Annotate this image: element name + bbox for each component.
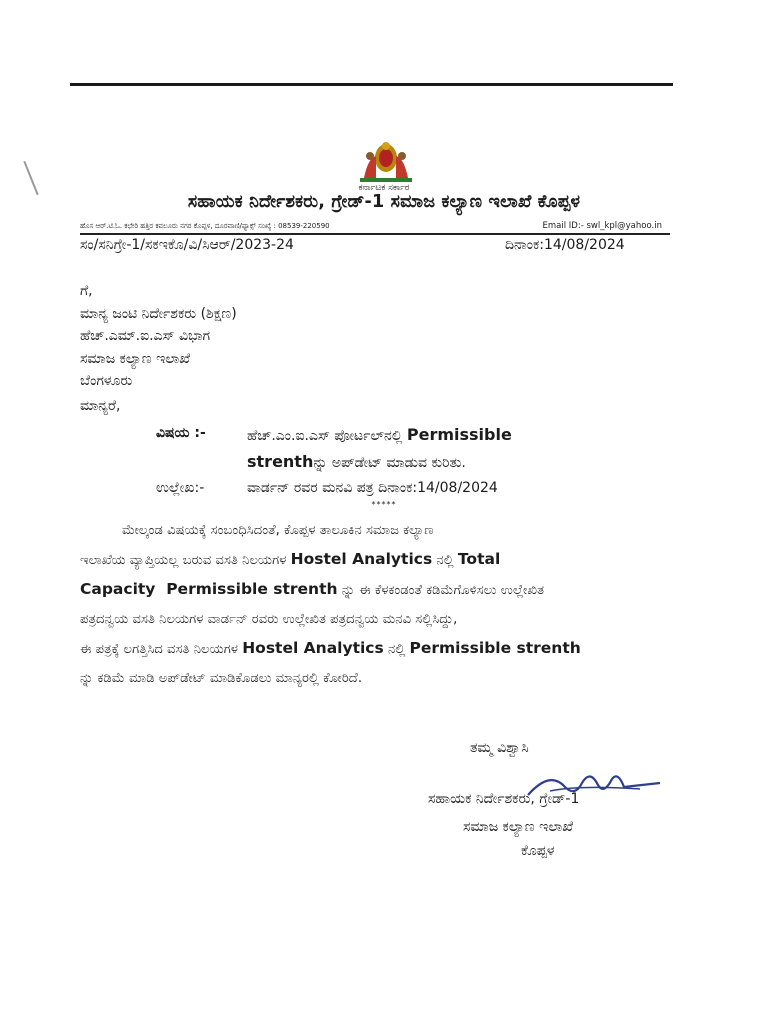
reference-label: ಉಲ್ಲೇಖ:- [156,480,205,496]
subject-label: ವಿಷಯ :- [156,425,206,441]
body-text: ನಲ್ಲಿ [387,642,406,657]
body-english: Total [457,550,501,568]
recipient-line: ಸಮಾಜ ಕಲ್ಯಾಣ ಇಲಾಖೆ [80,350,191,367]
recipient-line: ಮಾನ್ಯ ಜಂಟಿ ನಿರ್ದೇಶಕರು (ಶಿಕ್ಷಣ) [80,305,237,322]
recipient-to: ಗೆ, [80,283,93,299]
body-text: ನ್ನು ಈ ಕೆಳಕಂಡಂತೆ ಕಡಿಮೆಗೊಳಿಸಲು ಉಲ್ಲೇಖಿತ [341,583,545,598]
body-english: Permissible strenth [409,639,581,657]
body-line: ಮೇಲ್ಕಂಡ ವಿಷಯಕ್ಕೆ ಸಂಬಂಧಿಸಿದಂತೆ, ಕೊಪ್ಪಳ ತಾಲೂಕಿನ ಸಮಾಜ ಕಲ್ಯಾಣ [122,523,434,538]
body-line: ಪತ್ರದನ್ವಯ ವಸತಿ ನಿಲಯಗಳ ವಾರ್ಡನ್ ರವರು ಉಲ್ಲೇಖಿತ ಪತ್ರದನ್ವಯ ಮನವಿ ಸಲ್ಲಿಸಿದ್ದು, [80,612,458,627]
closing: ತಮ್ಮ ವಿಶ್ವಾಸಿ [470,740,529,756]
karnataka-emblem-icon [350,138,422,186]
recipient-line: ಬೆಂಗಳೂರು [80,373,133,389]
subject-text: ಹೆಚ್.ಎಂ.ಐ.ಎಸ್ ಪೋರ್ಟಲ್‌ನಲ್ಲಿ [247,428,403,444]
subject-line-1 [247,425,512,444]
emblem-caption: ಕರ್ನಾಟಕ ಸರ್ಕಾರ [358,183,410,193]
letter-date: ದಿನಾಂಕ:14/08/2024 [505,237,625,253]
body-english: Hostel Analytics [290,550,433,568]
body-line [80,575,695,605]
body-paragraph [80,516,695,693]
office-email: Email ID:- swl_kpl@yahoo.in [542,221,662,231]
body-text: ಇಲಾಖೆಯ ವ್ಯಾಪ್ತಿಯಲ್ಲ ಬರುವ ವಸತಿ ನಿಲಯಗಳ [80,553,287,568]
signer-place: ಕೊಪ್ಪಳ [521,843,555,859]
salutation: ಮಾನ್ಯರೆ, [80,398,121,414]
body-line [80,634,695,664]
subject-text: ನ್ನು ಅಪ್‌ಡೇಟ್ ಮಾಡುವ ಕುರಿತು. [313,455,466,471]
contact-row [80,221,662,231]
body-line: ನ್ನು ಕಡಿಮೆ ಮಾಡಿ ಅಪ್‌ಡೇಟ್ ಮಾಡಿಕೊಡಲು ಮಾನ್ಯರಲ್ಲಿ ಕೋರಿದೆ. [80,671,363,686]
recipient-address [80,280,237,393]
reference-number: ಸಂ/ಸನಿಗ್ರೇ-1/ಸಕಇಕೊ/ವಿ/ಸಿಆರ್/2023-24 [80,237,294,253]
separator: ***** [371,500,397,509]
top-rule [70,83,673,86]
body-text: ಈ ಪತ್ರಕ್ಕೆ ಲಗತ್ತಿಸಿದ ವಸತಿ ನಿಲಯಗಳ [80,642,238,657]
signer-title: ಸಹಾಯಕ ನಿರ್ದೇಶಕರು, ಗ್ರೇಡ್-1 [428,791,580,807]
body-english: Hostel Analytics [242,639,384,657]
office-address: ಹೊಸ ಆರ್.ಟಿ.ಓ. ಕಛೇರಿ ಹತ್ತಿರ ಕವಲೂರು ನಗರ ಕೊಪ್ಪಳ, ದೂರವಾಣಿ/ಫ್ಯಾಕ್ಸ್ ಸಂಖ್ಯೆ : 08539-220590 [80,222,330,230]
subject-english: Permissible [406,425,512,444]
subject-line-2 [247,452,466,471]
office-title: ಸಹಾಯಕ ನಿರ್ದೇಶಕರು, ಗ್ರೇಡ್-1 ಸಮಾಜ ಕಲ್ಯಾಣ ಇಲಾಖೆ ಕೊಪ್ಪಳ [187,192,581,212]
body-english: Capacity Permissible strenth [80,580,338,598]
body-line [80,545,695,575]
signer-department: ಸಮಾಜ ಕಲ್ಯಾಣ ಇಲಾಖೆ [463,819,574,835]
reference-text: ವಾರ್ಡನ್ ರವರ ಮನವಿ ಪತ್ರ ದಿನಾಂಕ:14/08/2024 [247,480,498,496]
body-text: ನಲ್ಲಿ [436,553,454,568]
subject-english: strenth [247,452,314,471]
header-rule [80,233,670,235]
recipient-line: ಹೆಚ್.ಎಮ್.ಐ.ಎಸ್ ವಿಭಾಗ [80,328,211,344]
